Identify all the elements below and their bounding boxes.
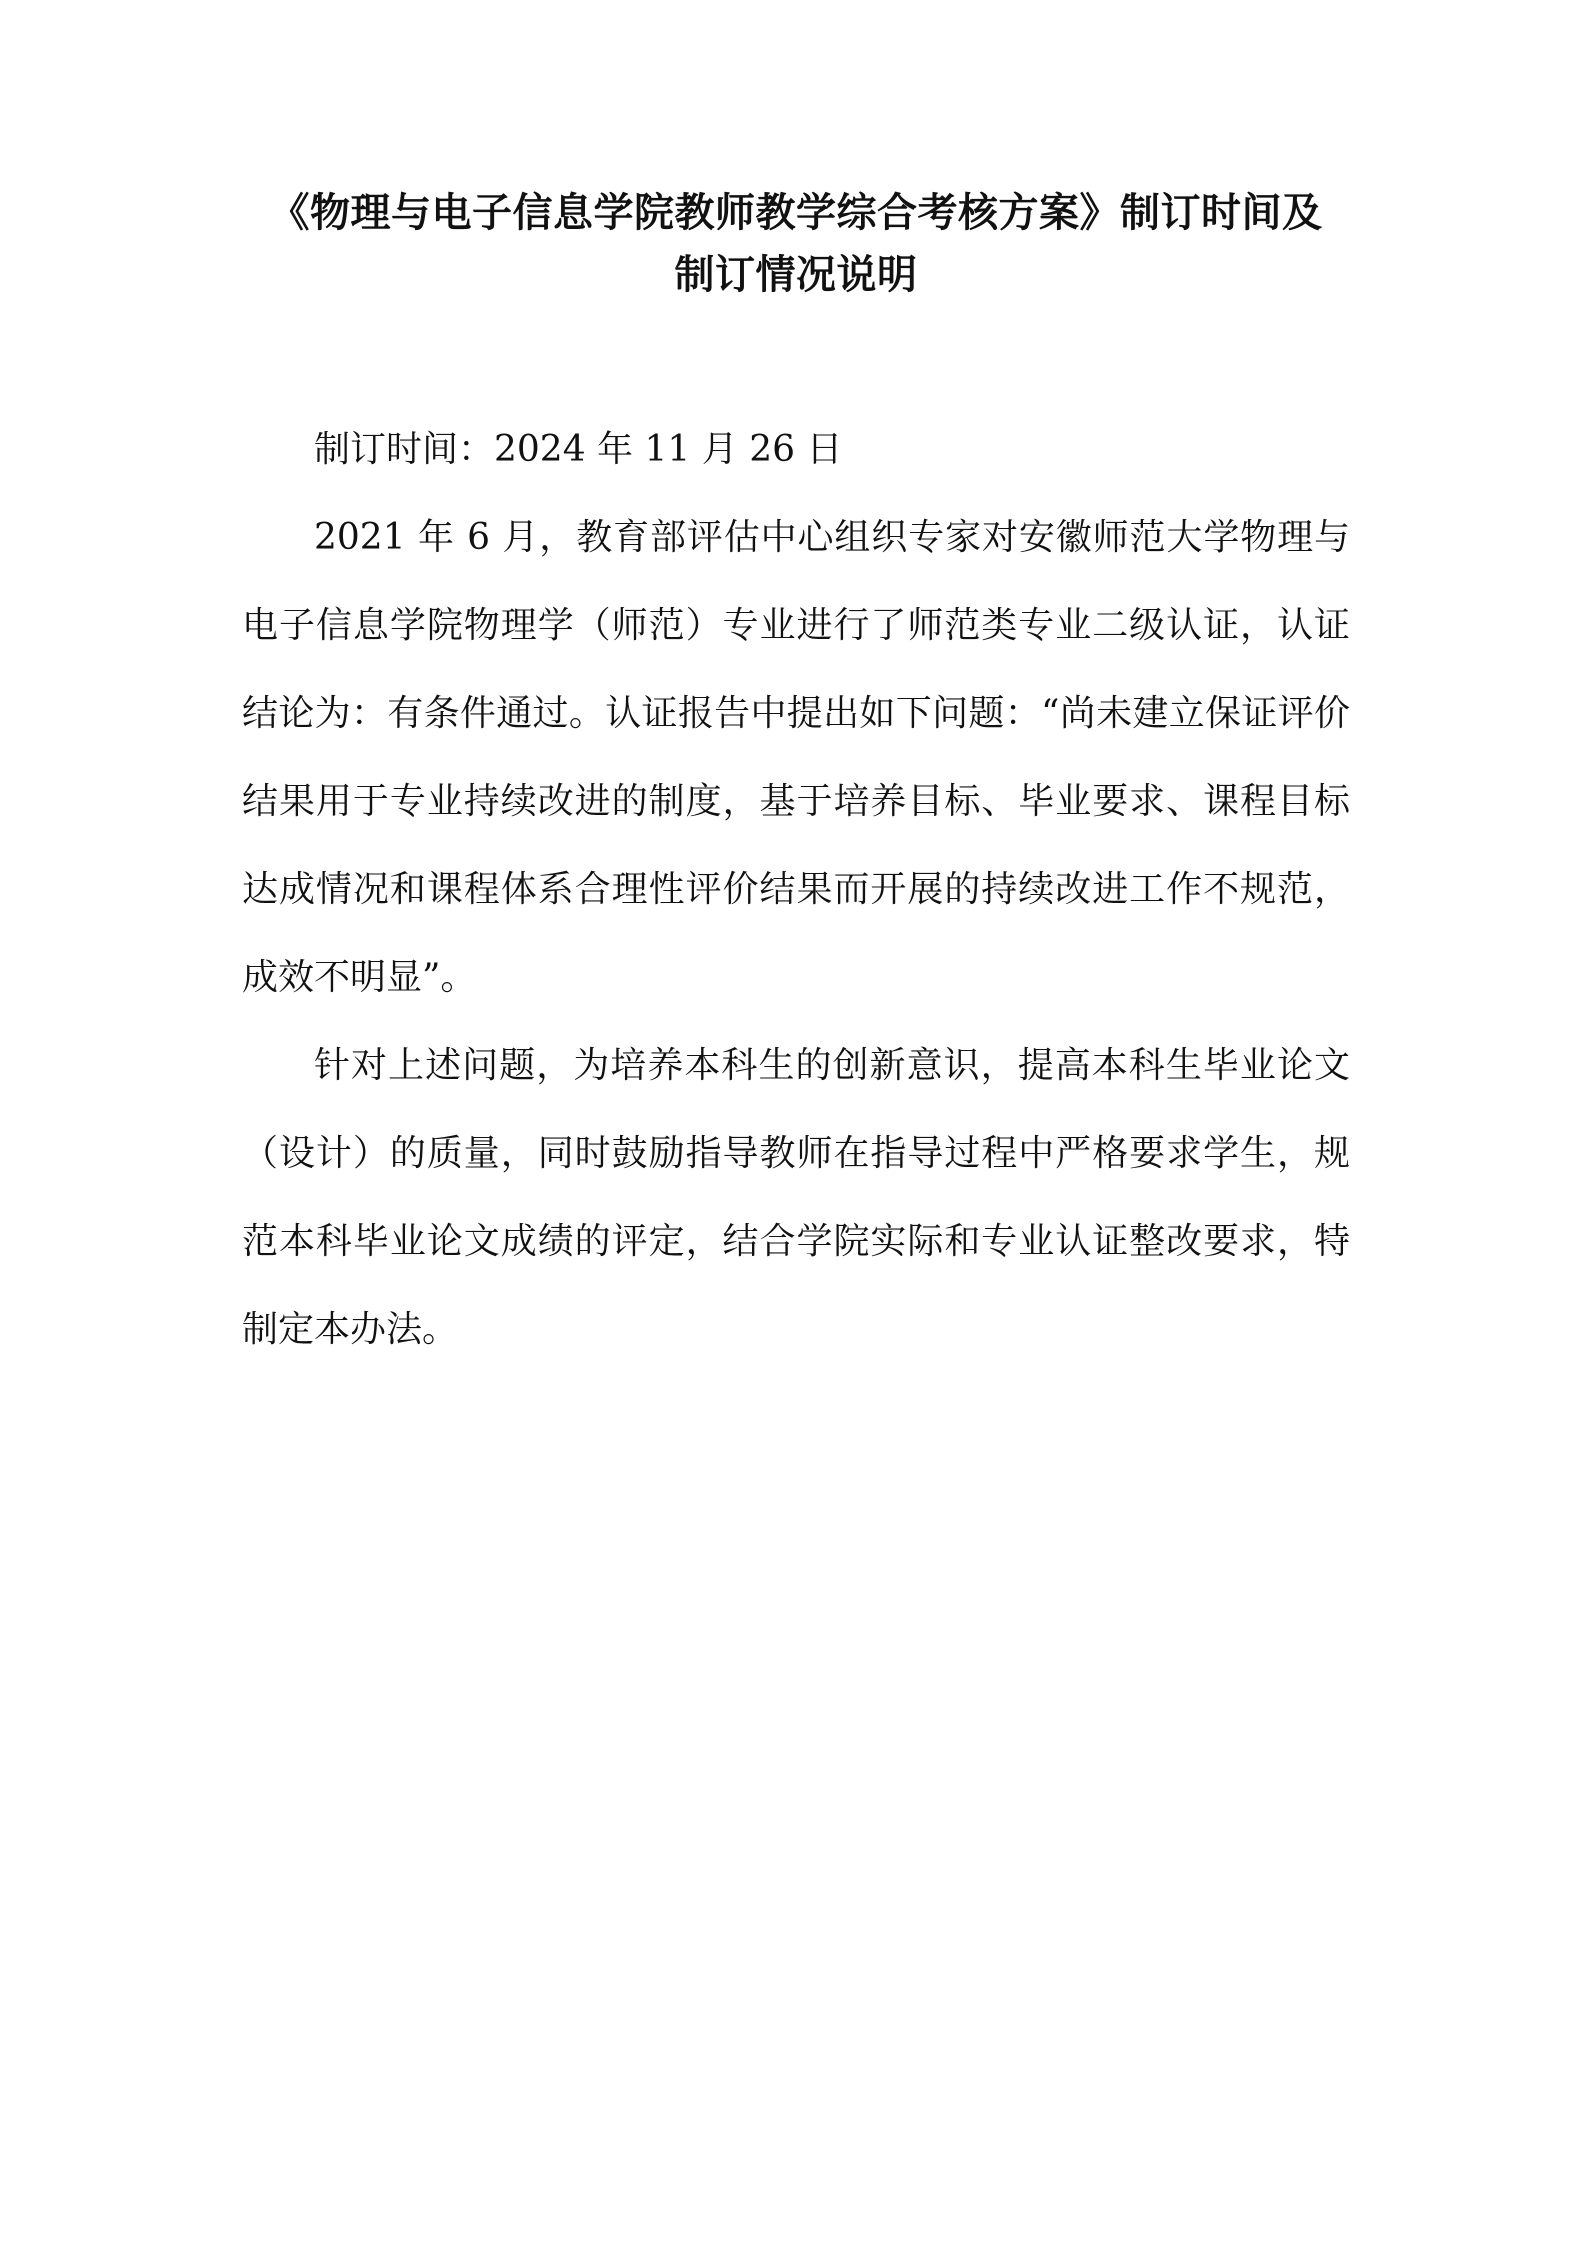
document-title	[242, 182, 1350, 306]
title-line-1: 《物理与电子信息学院教师教学综合考核方案》制订时间及	[269, 190, 1323, 236]
document-body	[242, 406, 1350, 1374]
title-line-2: 制订情况说明	[674, 252, 918, 298]
paragraph-purpose: 针对上述问题，为培养本科生的创新意识，提高本科生毕业论文（设计）的质量，同时鼓励指导教师在指导过程中严格要求学生，规范本科毕业论文成绩的评定，结合学院实际和专业认证整改要求，特制定本办法。	[242, 1045, 1350, 1350]
paragraph-background: 2021 年 6 月，教育部评估中心组织专家对安徽师范大学物理与电子信息学院物理学（师范）专业进行了师范类专业二级认证，认证结论为：有条件通过。认证报告中提出如下问题：“尚未建立保证评价结果用于专业持续改进的制度，基于培养目标、毕业要求、课程目标达成情况和课程体系合理性评价结果而开展的持续改进工作不规范，成效不明显”。	[242, 517, 1350, 998]
document-content	[242, 182, 1350, 1374]
revision-date: 制订时间：2024 年 11 月 26 日	[314, 429, 843, 470]
